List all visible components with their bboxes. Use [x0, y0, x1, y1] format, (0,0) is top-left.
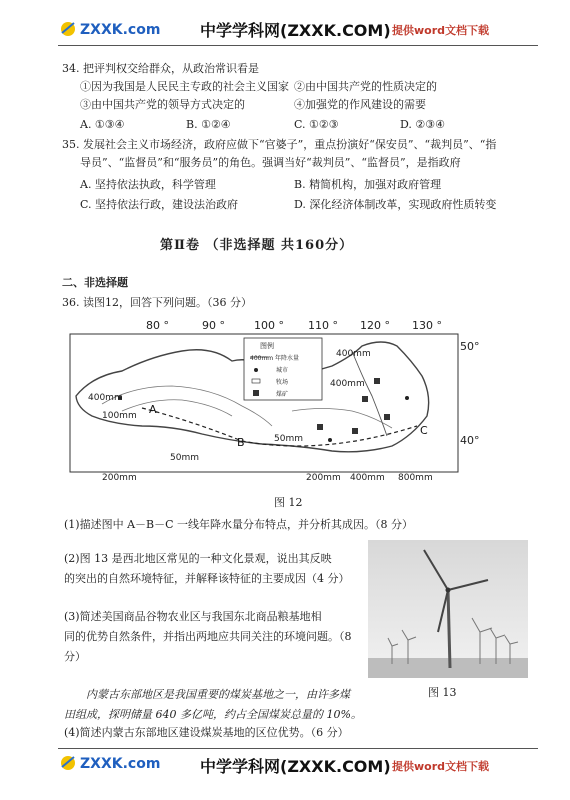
q34-option-c: C. ①②③ [294, 118, 339, 131]
q36-part-3-line-1: (3)简述美国商品谷物农业区与我国东北商品粮基地相 [64, 610, 322, 623]
legend-city-icon [254, 368, 258, 372]
footer-download-link[interactable]: 提供word文档下载 [392, 760, 490, 773]
q34-statement-2: ②由中国共产党的性质决定的 [294, 80, 437, 93]
turbine-hub [446, 588, 451, 593]
q34-statement-3: ③由中国共产党的领导方式决定的 [80, 98, 245, 111]
isohyet-label: 200mm [306, 473, 341, 483]
coal-mine-marker [362, 396, 368, 402]
q35-option-b: B. 精简机构，加强对政府管理 [294, 178, 442, 191]
coal-note-line-2: 田组成，探明储量 640 多亿吨，约占全国煤炭总量的 10%。 [64, 708, 362, 721]
point-label-c: C [420, 424, 428, 437]
isohyet-label: 50mm [170, 453, 199, 463]
q36-part-3-line-2: 同的优势自然条件，并指出两地应共同关注的环境问题。（8 [64, 630, 352, 643]
header-logo [58, 18, 198, 40]
header-title: 中学学科网(ZXXK.COM) [200, 21, 391, 40]
coal-mine-marker [374, 378, 380, 384]
q34-option-d: D. ②③④ [400, 118, 446, 131]
lat-label-50: 50° [460, 340, 480, 353]
figure-12-caption: 图 12 [274, 496, 303, 509]
part2-title: 第Ⅱ卷 （非选择题 共160分） [160, 238, 354, 253]
lon-label-80: 80 ° [146, 319, 169, 332]
section-heading: 二、非选择题 [62, 276, 128, 289]
coal-note-line-1: 内蒙古东部地区是我国重要的煤炭基地之一，由许多煤 [86, 688, 350, 701]
isohyet-label: 100mm [102, 411, 137, 421]
q36-part-1: (1)描述图中 A－B－C 一线年降水量分布特点，并分析其成因。（8 分） [64, 518, 414, 531]
coal-mine-marker [352, 428, 358, 434]
map-river [352, 351, 387, 436]
legend-title: 图例 [260, 342, 274, 350]
header-divider [58, 45, 538, 46]
q35-option-c: C. 坚持依法行政，建设法治政府 [80, 198, 239, 211]
legend-coal-label: 煤矿 [276, 391, 289, 398]
coal-mine-marker [384, 414, 390, 420]
legend-city-label: 城市 [276, 367, 289, 374]
q36-part-2-line-1: (2)图 13 是西北地区常见的一种文化景观，说出其反映 [64, 552, 332, 565]
footer-logo [58, 752, 198, 774]
footer-title: 中学学科网(ZXXK.COM) [200, 757, 391, 776]
q34-stem: 34. 把评判权交给群众，从政治常识看是 [62, 62, 259, 75]
q34-statement-4: ④加强党的作风建设的需要 [294, 98, 426, 111]
point-label-a: A [149, 403, 157, 416]
logo-icon [58, 18, 198, 40]
q36-part-3-line-3: 分） [64, 650, 86, 663]
isohyet-label: 50mm [274, 434, 303, 444]
logo-icon [58, 752, 198, 774]
isohyet-label: 400mm [330, 379, 365, 389]
q36-part-4: (4)简述内蒙古东部地区建设煤炭基地的区位优势。（6 分） [64, 726, 349, 739]
q35-line-1: 35. 发展社会主义市场经济，政府应做下“官婆子”，重点扮演好“保安员”、“裁判员”、“指 [62, 138, 497, 151]
isohyet-label: 800mm [398, 473, 433, 483]
isohyet-label: 400mm [88, 393, 123, 403]
q34-option-a: A. ①③④ [80, 118, 125, 131]
isohyet-label: 200mm [102, 473, 137, 483]
legend-pasture-label: 牧场 [276, 379, 289, 386]
legend-iso-label: 400mm 年降水量 [250, 355, 300, 362]
header-download-link[interactable]: 提供word文档下载 [392, 24, 490, 37]
footer-divider [58, 748, 538, 749]
lon-label-120: 120 ° [360, 319, 390, 332]
q35-option-d: D. 深化经济体制改革，实现政府性质转变 [294, 198, 497, 211]
q35-line-2: 导员”、“监督员”和“服务员”的角色。强调当好“裁判员”、“监督员”，是指政府 [80, 156, 461, 169]
figure-13-caption: 图 13 [428, 686, 457, 699]
lon-label-110: 110 ° [308, 319, 338, 332]
logo-text: ZXXK.com [80, 756, 161, 772]
q36-part-2-line-2: 的突出的自然环境特征，并解释该特征的主要成因（4 分） [64, 572, 350, 585]
isohyet-label: 400mm [336, 349, 371, 359]
lat-label-40: 40° [460, 434, 480, 447]
lon-label-100: 100 ° [254, 319, 284, 332]
q36-stem: 36. 读图12，回答下列问题。（36 分） [62, 296, 252, 309]
point-label-b: B [237, 436, 245, 449]
logo-text: ZXXK.com [80, 22, 161, 38]
figure-13-wind-turbines [368, 540, 528, 678]
turbine-tower [448, 590, 450, 668]
map-contour-3 [292, 409, 392, 429]
q34-statement-1: ①因为我国是人民民主专政的社会主义国家 [80, 80, 289, 93]
q34-option-b: B. ①②④ [186, 118, 231, 131]
city-dot [328, 438, 332, 442]
isohyet-label: 400mm [350, 473, 385, 483]
legend-coal-icon [253, 390, 259, 396]
map-contour-2 [122, 400, 232, 416]
figure-12-map [62, 316, 482, 491]
city-dot [405, 396, 409, 400]
q35-option-a: A. 坚持依法执政，科学管理 [80, 178, 216, 191]
coal-mine-marker [317, 424, 323, 430]
lon-label-90: 90 ° [202, 319, 225, 332]
lon-label-130: 130 ° [412, 319, 442, 332]
